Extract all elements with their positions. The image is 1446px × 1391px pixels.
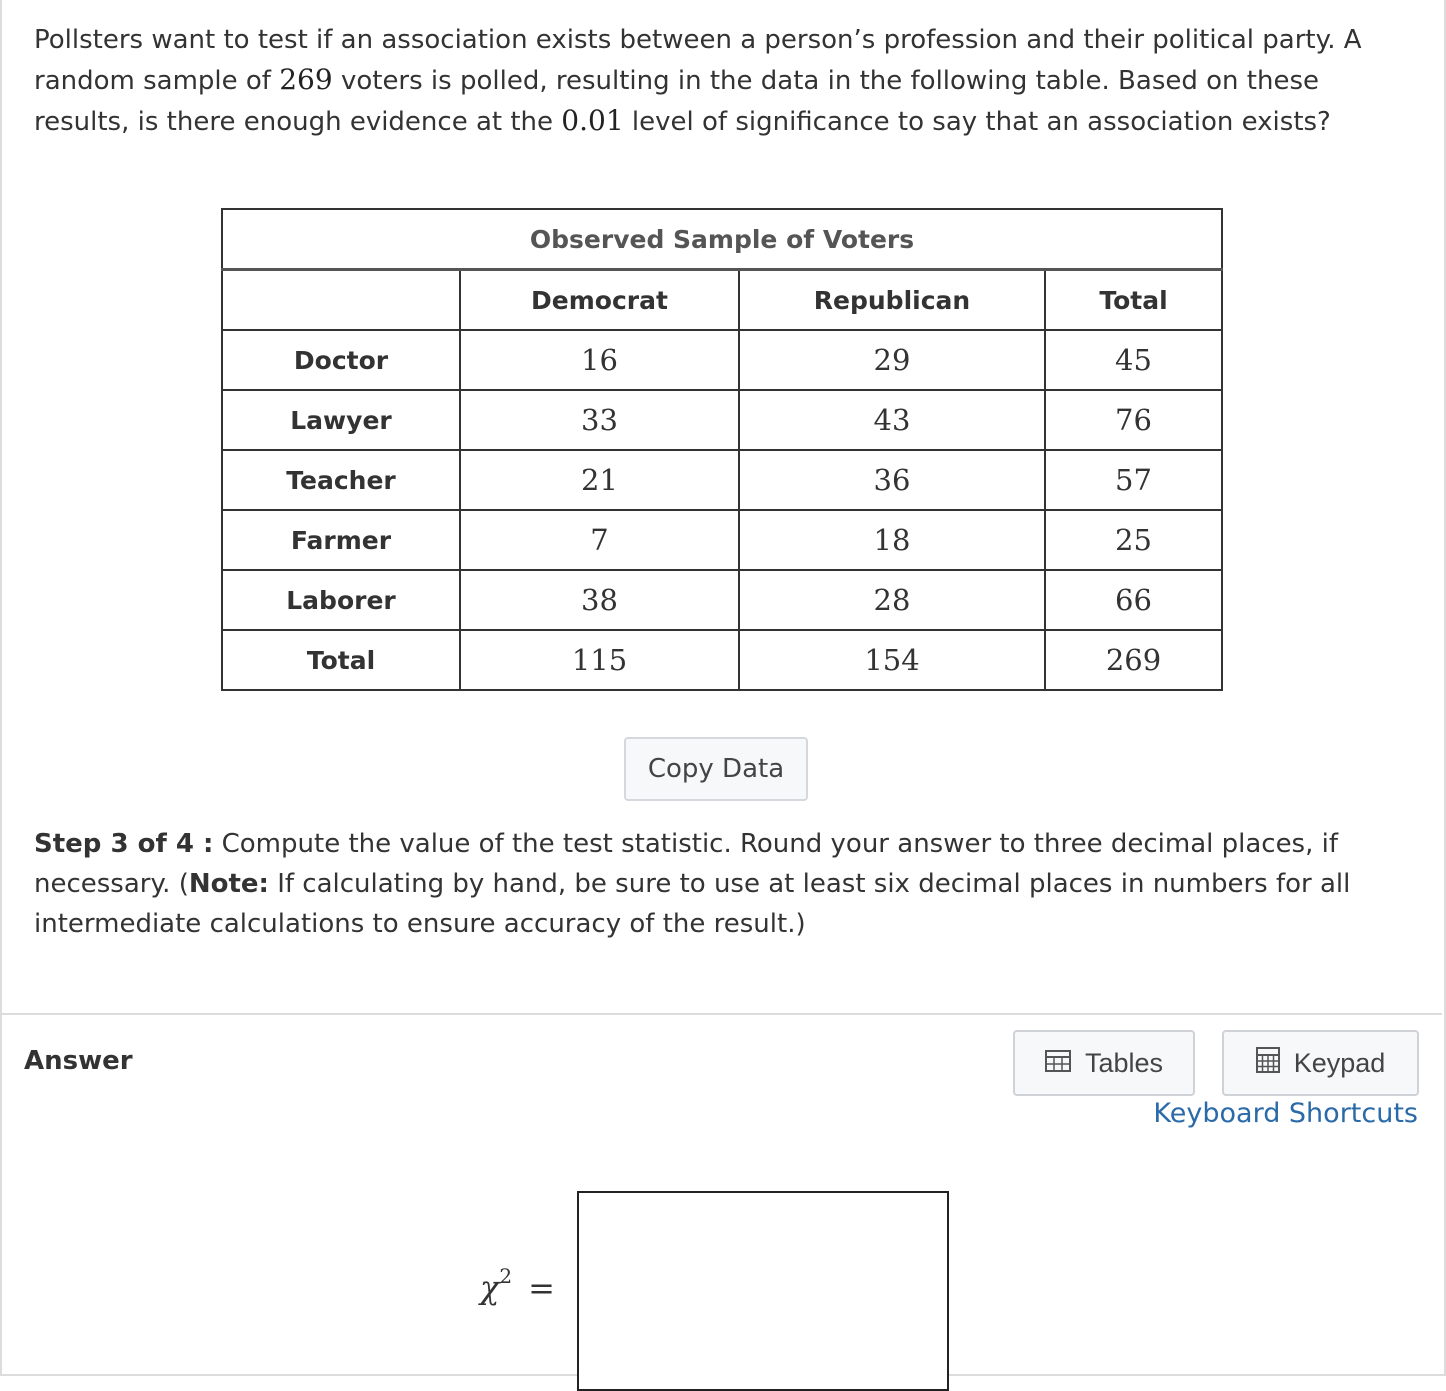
row-header: Farmer	[222, 510, 460, 570]
table-row	[222, 330, 1222, 390]
table-cell: 43	[739, 390, 1045, 450]
row-header: Laborer	[222, 570, 460, 630]
table-row-total	[222, 630, 1222, 690]
chi-symbol: χ	[480, 1268, 500, 1307]
table-cell: 21	[460, 450, 739, 510]
observed-voters-table	[221, 208, 1223, 691]
question-part-2: voters is polled, resulting in the data in the following table. Based on these results, is there enough evidence at the	[34, 66, 1319, 137]
step-label: Step 3 of 4 :	[34, 829, 214, 859]
table-caption: Observed Sample of Voters	[222, 209, 1222, 270]
table-cell: 38	[460, 570, 739, 630]
tables-button[interactable]	[1013, 1030, 1195, 1096]
tables-label: Tables	[1084, 1047, 1164, 1078]
note-label: Note:	[188, 869, 269, 899]
step-text-1: Compute the value of the test statistic. Round your answer to three decimal places, if necessary. (	[34, 829, 1339, 899]
significance-level: 0.01	[561, 104, 624, 137]
question-part-1: Pollsters want to test if an association exists between a person’s profession and their political party. A random sample of	[34, 25, 1362, 96]
step-text-2: If calculating by hand, be sure to use at least six decimal places in numbers for all intermediate calculations to ensure accuracy of the result.)	[34, 869, 1351, 939]
table-row	[222, 510, 1222, 570]
table-cell: 66	[1045, 570, 1222, 630]
sample-size: 269	[279, 63, 333, 96]
column-header-democrat: Democrat	[460, 270, 739, 331]
table-cell: 33	[460, 390, 739, 450]
table-cell: 25	[1045, 510, 1222, 570]
tables-icon	[1045, 1048, 1071, 1079]
column-header-republican: Republican	[739, 270, 1045, 331]
table-cell: 45	[1045, 330, 1222, 390]
table-cell: 28	[739, 570, 1045, 630]
table-cell: 57	[1045, 450, 1222, 510]
answer-label: Answer	[24, 1046, 133, 1076]
corner-cell	[222, 270, 460, 331]
copy-data-button[interactable]: Copy Data	[624, 737, 808, 801]
chi-square-label	[480, 1264, 555, 1307]
table-cell: 115	[460, 630, 739, 690]
table-cell: 16	[460, 330, 739, 390]
table-cell: 18	[739, 510, 1045, 570]
table-row	[222, 390, 1222, 450]
question-text	[34, 20, 1404, 142]
table-cell: 7	[460, 510, 739, 570]
keypad-icon	[1256, 1047, 1280, 1080]
table-cell: 154	[739, 630, 1045, 690]
table-row	[222, 450, 1222, 510]
table-cell: 269	[1045, 630, 1222, 690]
table-cell: 36	[739, 450, 1045, 510]
keyboard-shortcuts-link[interactable]: Keyboard Shortcuts	[1153, 1098, 1418, 1129]
row-header: Teacher	[222, 450, 460, 510]
keypad-label: Keypad	[1293, 1047, 1386, 1078]
row-header: Doctor	[222, 330, 460, 390]
keypad-button[interactable]	[1222, 1030, 1419, 1096]
equals-sign: =	[528, 1268, 555, 1307]
answer-input[interactable]	[577, 1191, 949, 1391]
column-header-total: Total	[1045, 270, 1222, 331]
table-cell: 29	[739, 330, 1045, 390]
chi-exponent: 2	[499, 1264, 513, 1288]
table-row	[222, 570, 1222, 630]
section-divider	[2, 1013, 1442, 1015]
row-header: Lawyer	[222, 390, 460, 450]
step-instructions	[34, 824, 1364, 944]
table-cell: 76	[1045, 390, 1222, 450]
row-header: Total	[222, 630, 460, 690]
question-part-3: level of significance to say that an association exists?	[623, 107, 1331, 137]
